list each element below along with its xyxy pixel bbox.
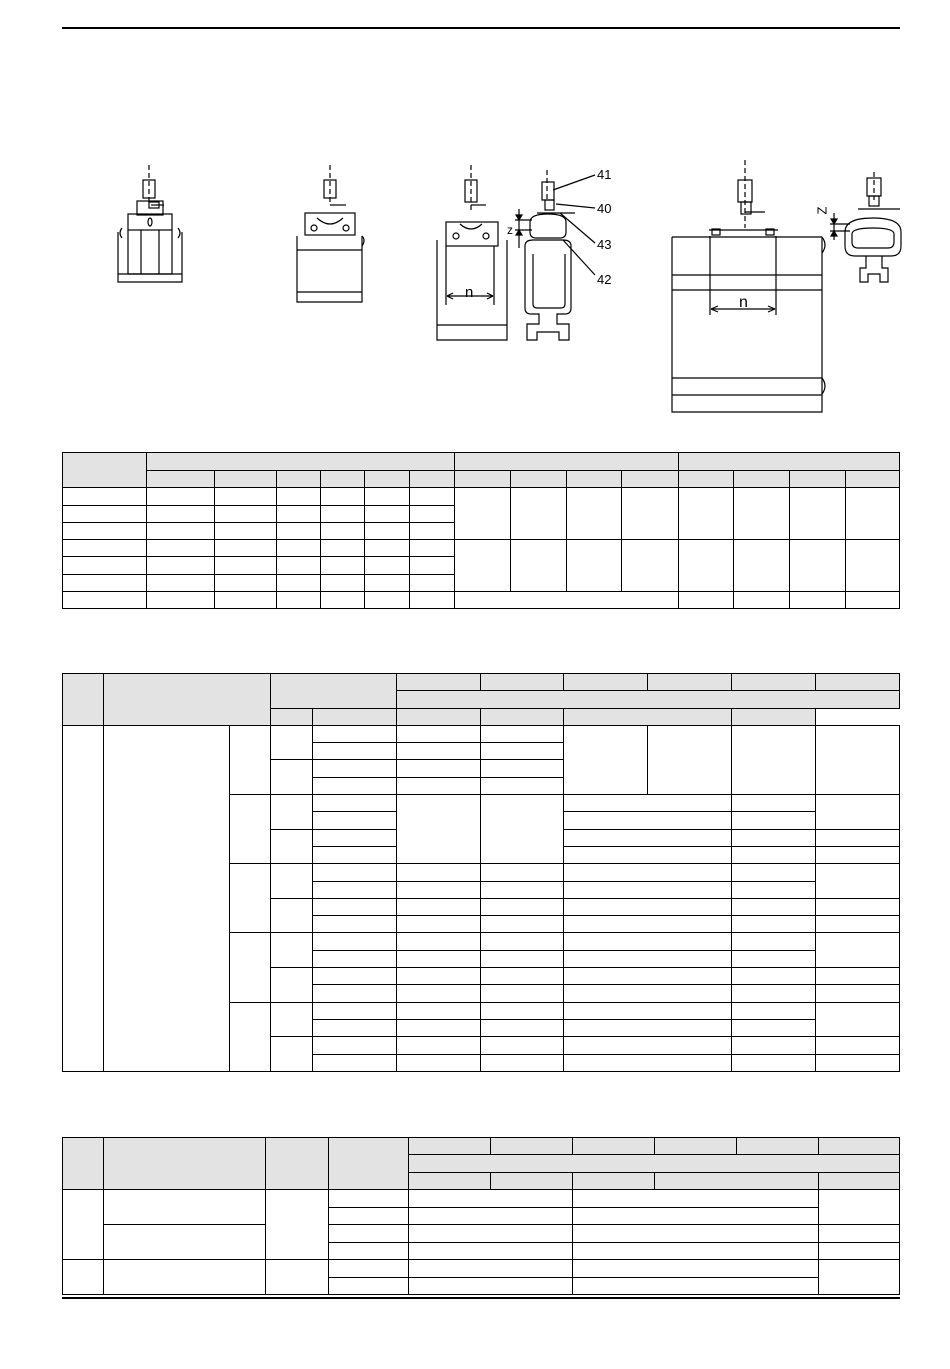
- table-header-cell: [564, 708, 732, 725]
- table-cell: [732, 916, 816, 933]
- table-row: [63, 1138, 900, 1155]
- table-cell: [622, 488, 679, 540]
- table-cell: [455, 591, 679, 608]
- bottom-rule: [62, 1297, 900, 1299]
- table-cell: [816, 985, 900, 1002]
- table-cell: [321, 488, 365, 505]
- table-cell: [410, 488, 455, 505]
- table-cell: [816, 968, 900, 985]
- table-row: [63, 674, 900, 691]
- table-cell: [564, 898, 732, 915]
- table-cell: [397, 898, 481, 915]
- table-header-cell: [622, 471, 679, 488]
- callout-40: 40: [597, 201, 612, 216]
- table-cell: [564, 933, 732, 950]
- table-cell: [564, 829, 732, 846]
- table-cell: [481, 743, 564, 760]
- table-cell: [819, 1225, 900, 1242]
- table-header-cell: [819, 1172, 900, 1189]
- table-header-cell: [819, 1138, 900, 1155]
- table-cell: [397, 950, 481, 967]
- table-cell: [147, 540, 215, 557]
- table-cell: [277, 574, 321, 591]
- table-cell: [816, 933, 900, 968]
- table-cell: [573, 1225, 819, 1242]
- table-cell: [410, 591, 455, 608]
- table-cell: [481, 881, 564, 898]
- table-cell: [409, 1207, 573, 1224]
- technical-drawing: [0, 0, 950, 440]
- table-cell: [564, 725, 648, 794]
- table-cell: [648, 725, 732, 794]
- table-header-cell: [409, 1155, 900, 1172]
- table-cell: [816, 1054, 900, 1071]
- table-cell: [622, 540, 679, 592]
- table-cell: [679, 591, 734, 608]
- table-cell: [321, 591, 365, 608]
- table-header-cell: [63, 674, 104, 726]
- table-cell: [732, 1037, 816, 1054]
- table-cell: [481, 985, 564, 1002]
- table-header-cell: [846, 471, 900, 488]
- table-cell: [147, 557, 215, 574]
- table-cell: [365, 488, 410, 505]
- table-cell: [271, 829, 313, 864]
- table-cell: [63, 488, 147, 505]
- table-cell: [481, 950, 564, 967]
- table-cell: [365, 574, 410, 591]
- table-cell: [271, 968, 313, 1003]
- table-header-cell: [734, 471, 790, 488]
- table-cell: [365, 557, 410, 574]
- table-cell: [63, 522, 147, 539]
- table-cell: [564, 881, 732, 898]
- table-cell: [329, 1277, 409, 1295]
- table-cell: [147, 522, 215, 539]
- table-cell: [215, 505, 277, 522]
- table-cell: [679, 540, 734, 592]
- table-row: [63, 1190, 900, 1207]
- table-cell: [215, 557, 277, 574]
- table-cell: [819, 1260, 900, 1295]
- table-cell: [511, 488, 567, 540]
- table-cell: [397, 1054, 481, 1071]
- table-header-cell: [365, 471, 410, 488]
- table-cell: [481, 898, 564, 915]
- table-row: [63, 1260, 900, 1277]
- table-cell: [511, 540, 567, 592]
- table-cell: [397, 1002, 481, 1019]
- table-cell: [819, 1242, 900, 1259]
- table-cell: [816, 1037, 900, 1054]
- table-cell: [481, 1037, 564, 1054]
- table-header-cell: [648, 674, 732, 691]
- table-cell: [365, 505, 410, 522]
- table-cell: [397, 1019, 481, 1036]
- dimension-z-small: z: [507, 223, 513, 237]
- table-cell: [365, 540, 410, 557]
- table-cell: [481, 795, 564, 864]
- table-cell: [816, 1002, 900, 1037]
- table-cell: [410, 522, 455, 539]
- table-cell: [679, 488, 734, 540]
- table-cell: [321, 540, 365, 557]
- table-cell: [410, 540, 455, 557]
- dimension-z-large: Z: [814, 206, 830, 215]
- table-cell: [732, 881, 816, 898]
- table-header-cell: [455, 471, 511, 488]
- table-cell: [481, 777, 564, 794]
- table-row: [63, 453, 900, 471]
- table-cell: [313, 743, 397, 760]
- table-cell: [732, 812, 816, 829]
- table-row: [63, 488, 900, 505]
- table-cell: [266, 1190, 329, 1260]
- table-cell: [564, 864, 732, 881]
- table-cell: [564, 985, 732, 1002]
- table-cell: [313, 777, 397, 794]
- table-cell: [230, 1002, 271, 1071]
- table-cell: [313, 829, 397, 846]
- table-header-cell: [321, 471, 365, 488]
- table-cell: [313, 760, 397, 777]
- table-row: [63, 471, 900, 488]
- table-cell: [564, 968, 732, 985]
- table-cell: [564, 1019, 732, 1036]
- table-cell: [481, 968, 564, 985]
- table-cell: [819, 1190, 900, 1225]
- table-cell: [397, 777, 481, 794]
- table-header-cell: [397, 691, 900, 708]
- table-cell: [63, 557, 147, 574]
- table-cell: [215, 574, 277, 591]
- table-cell: [481, 933, 564, 950]
- dimension-table-3: [62, 1137, 900, 1295]
- table-cell: [846, 488, 900, 540]
- table-cell: [271, 760, 313, 795]
- table-cell: [313, 898, 397, 915]
- table-cell: [481, 760, 564, 777]
- table-cell: [732, 795, 816, 812]
- dimension-n-large: n: [739, 294, 748, 311]
- table-cell: [732, 985, 816, 1002]
- table-header-cell: [655, 1172, 819, 1189]
- table-cell: [271, 1002, 313, 1037]
- table-header-cell: [410, 471, 455, 488]
- table-cell: [397, 864, 481, 881]
- table-header-cell: [397, 674, 481, 691]
- table-cell: [481, 1019, 564, 1036]
- table-header-cell: [564, 674, 648, 691]
- table-cell: [147, 505, 215, 522]
- table-header-cell: [409, 1172, 491, 1189]
- table-cell: [215, 522, 277, 539]
- table-cell: [230, 725, 271, 794]
- table-cell: [816, 829, 900, 846]
- table-cell: [397, 881, 481, 898]
- table-cell: [321, 557, 365, 574]
- table-cell: [481, 916, 564, 933]
- table-cell: [321, 574, 365, 591]
- table-cell: [277, 540, 321, 557]
- clamp-figure-3: [437, 165, 595, 340]
- table-header-cell: [409, 1138, 491, 1155]
- table-cell: [816, 795, 900, 830]
- table-header-cell: [271, 708, 313, 725]
- table-cell: [313, 985, 397, 1002]
- table-header-cell: [147, 453, 455, 471]
- table-cell: [816, 898, 900, 915]
- table-cell: [732, 846, 816, 863]
- table-cell: [313, 916, 397, 933]
- table-cell: [313, 1037, 397, 1054]
- table-header-cell: [313, 708, 397, 725]
- table-cell: [410, 574, 455, 591]
- dimension-table-1: [62, 452, 900, 609]
- table-cell: [271, 795, 313, 830]
- table-cell: [63, 1260, 104, 1295]
- clamp-figure-4: [672, 160, 901, 412]
- table-cell: [790, 591, 846, 608]
- table-cell: [271, 725, 313, 760]
- table-header-cell: [481, 674, 564, 691]
- table-cell: [313, 968, 397, 985]
- table-header-cell: [790, 471, 846, 488]
- table-cell: [271, 864, 313, 899]
- table-cell: [147, 488, 215, 505]
- table-cell: [564, 916, 732, 933]
- table-cell: [455, 540, 511, 592]
- table-cell: [271, 898, 313, 933]
- table-cell: [397, 916, 481, 933]
- table-header-cell: [511, 471, 567, 488]
- table-row: [63, 540, 900, 557]
- table-cell: [313, 812, 397, 829]
- table-cell: [481, 1054, 564, 1071]
- table-cell: [397, 1037, 481, 1054]
- table-cell: [564, 812, 732, 829]
- table-cell: [567, 488, 622, 540]
- table-cell: [397, 968, 481, 985]
- table-cell: [230, 795, 271, 864]
- table-header-cell: [215, 471, 277, 488]
- table-cell: [397, 985, 481, 1002]
- table-cell: [410, 557, 455, 574]
- table-cell: [573, 1242, 819, 1259]
- table-cell: [790, 540, 846, 592]
- table-row: [63, 1225, 900, 1242]
- clamp-figure-1: [118, 165, 182, 282]
- table-cell: [266, 1260, 329, 1295]
- table-header-cell: [271, 674, 397, 709]
- table-cell: [397, 933, 481, 950]
- table-cell: [63, 591, 147, 608]
- table-header-cell: [266, 1138, 329, 1190]
- table-row: [63, 591, 900, 608]
- table-cell: [147, 574, 215, 591]
- table-cell: [816, 916, 900, 933]
- table-cell: [732, 950, 816, 967]
- table-cell: [271, 933, 313, 968]
- table-cell: [734, 488, 790, 540]
- table-cell: [732, 864, 816, 881]
- table-cell: [397, 795, 481, 864]
- table-cell: [63, 540, 147, 557]
- table-cell: [573, 1277, 819, 1295]
- table-cell: [732, 725, 816, 794]
- table-cell: [321, 522, 365, 539]
- table-cell: [104, 725, 230, 1071]
- table-cell: [732, 933, 816, 950]
- table-cell: [846, 591, 900, 608]
- table-cell: [409, 1225, 573, 1242]
- table-cell: [567, 540, 622, 592]
- table-cell: [564, 1002, 732, 1019]
- table-cell: [271, 1037, 313, 1072]
- table-cell: [277, 505, 321, 522]
- table-header-cell: [567, 471, 622, 488]
- table-cell: [215, 488, 277, 505]
- table-header-cell: [277, 471, 321, 488]
- table-cell: [732, 1002, 816, 1019]
- clamp-figure-2: [297, 165, 364, 302]
- table-cell: [564, 846, 732, 863]
- table-cell: [313, 1054, 397, 1071]
- table-cell: [365, 522, 410, 539]
- table-cell: [313, 881, 397, 898]
- table-header-cell: [147, 471, 215, 488]
- table-cell: [732, 829, 816, 846]
- table-header-cell: [737, 1138, 819, 1155]
- table-cell: [564, 950, 732, 967]
- table-cell: [734, 591, 790, 608]
- table-cell: [104, 1225, 266, 1260]
- table-header-cell: [732, 674, 816, 691]
- dimension-table-2: [62, 673, 900, 1072]
- table-header-cell: [732, 708, 816, 725]
- table-cell: [409, 1190, 573, 1207]
- table-cell: [410, 505, 455, 522]
- table-cell: [104, 1260, 266, 1295]
- table-cell: [397, 743, 481, 760]
- table-cell: [846, 540, 900, 592]
- table-cell: [313, 846, 397, 863]
- table-cell: [215, 540, 277, 557]
- table-header-cell: [573, 1172, 655, 1189]
- table-cell: [230, 933, 271, 1002]
- table-cell: [277, 488, 321, 505]
- table-cell: [313, 1002, 397, 1019]
- table-header-cell: [63, 453, 147, 488]
- table-cell: [329, 1242, 409, 1259]
- table-cell: [573, 1260, 819, 1277]
- table-header-cell: [329, 1138, 409, 1190]
- table-header-cell: [679, 453, 900, 471]
- table-cell: [732, 1054, 816, 1071]
- table-header-cell: [491, 1138, 573, 1155]
- table-cell: [409, 1277, 573, 1295]
- table-cell: [409, 1260, 573, 1277]
- table-header-cell: [481, 708, 564, 725]
- table-cell: [147, 591, 215, 608]
- table-header-cell: [573, 1138, 655, 1155]
- table-cell: [230, 864, 271, 933]
- table-header-cell: [397, 708, 481, 725]
- table-cell: [63, 505, 147, 522]
- table-cell: [734, 540, 790, 592]
- table-cell: [564, 795, 732, 812]
- table-cell: [564, 1054, 732, 1071]
- table-header-cell: [63, 1138, 104, 1190]
- table-cell: [816, 846, 900, 863]
- table-cell: [313, 933, 397, 950]
- table-header-cell: [816, 674, 900, 691]
- table-cell: [365, 591, 410, 608]
- table-cell: [63, 725, 104, 1071]
- table-cell: [329, 1260, 409, 1277]
- table-cell: [816, 864, 900, 899]
- table-cell: [104, 1190, 266, 1225]
- table-cell: [481, 1002, 564, 1019]
- table-cell: [790, 488, 846, 540]
- table-cell: [313, 1019, 397, 1036]
- table-cell: [732, 1019, 816, 1036]
- table-cell: [732, 898, 816, 915]
- table-cell: [277, 557, 321, 574]
- table-cell: [573, 1207, 819, 1224]
- table-cell: [481, 725, 564, 742]
- table-cell: [313, 795, 397, 812]
- table-cell: [321, 505, 365, 522]
- table-cell: [329, 1207, 409, 1224]
- table-cell: [63, 1190, 104, 1260]
- table-cell: [564, 1037, 732, 1054]
- table-cell: [313, 864, 397, 881]
- table-header-cell: [679, 471, 734, 488]
- table-header-cell: [655, 1138, 737, 1155]
- callout-43: 43: [597, 237, 612, 252]
- table-cell: [397, 725, 481, 742]
- table-cell: [732, 968, 816, 985]
- table-cell: [329, 1225, 409, 1242]
- table-cell: [573, 1190, 819, 1207]
- table-cell: [409, 1242, 573, 1259]
- table-header-cell: [104, 1138, 266, 1190]
- callout-41: 41: [597, 167, 612, 182]
- table-header-cell: [455, 453, 679, 471]
- table-cell: [277, 591, 321, 608]
- table-cell: [455, 488, 511, 540]
- callout-42: 42: [597, 272, 612, 287]
- table-cell: [277, 522, 321, 539]
- table-cell: [329, 1190, 409, 1207]
- table-cell: [215, 591, 277, 608]
- table-cell: [313, 950, 397, 967]
- table-row: [63, 725, 900, 742]
- table-header-cell: [104, 674, 271, 726]
- table-cell: [816, 725, 900, 794]
- table-cell: [313, 725, 397, 742]
- table-cell: [397, 760, 481, 777]
- table-cell: [63, 574, 147, 591]
- dimension-n-small: n: [465, 284, 474, 301]
- table-header-cell: [491, 1172, 573, 1189]
- table-cell: [481, 864, 564, 881]
